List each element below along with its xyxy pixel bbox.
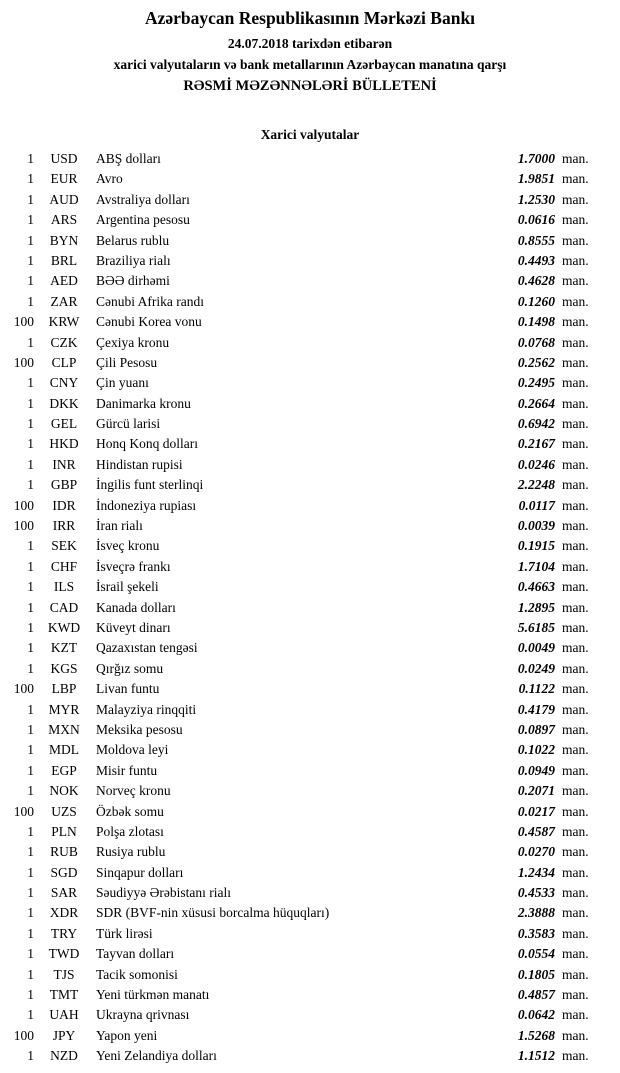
currency-name: Yapon yeni	[96, 1027, 158, 1043]
rate-row	[7, 251, 602, 271]
currency-code: GBP	[50, 477, 78, 493]
amount-cell: 1	[27, 660, 34, 676]
currency-name: Danimarka kronu	[96, 395, 191, 411]
currency-code: EGP	[51, 762, 77, 778]
currency-code: ARS	[50, 212, 78, 228]
rate-value: 0.0616	[517, 212, 555, 228]
currency-code: TMT	[49, 987, 79, 1003]
rate-value: 0.2167	[517, 436, 555, 452]
currency-name: Çexiya kronu	[96, 334, 170, 350]
unit-label: man.	[562, 742, 589, 758]
currency-code: EUR	[50, 171, 78, 187]
amount-cell: 1	[27, 762, 34, 778]
currency-name: Polşa zlotası	[96, 823, 164, 839]
rate-value: 1.9851	[517, 171, 555, 187]
unit-label: man.	[562, 558, 589, 574]
amount-cell: 100	[13, 803, 34, 819]
currency-name: Avstraliya dolları	[96, 191, 190, 207]
rate-value: 0.1022	[517, 742, 555, 758]
rate-value: 0.3583	[517, 925, 555, 941]
currency-code: SEK	[51, 538, 77, 554]
rate-row	[7, 985, 602, 1005]
rate-row	[7, 373, 602, 393]
currency-code: IRR	[52, 518, 76, 534]
unit-label: man.	[562, 416, 589, 432]
rate-value: 1.7104	[517, 558, 555, 574]
currency-code: KRW	[48, 314, 80, 330]
currency-name: Argentina pesosu	[96, 212, 190, 228]
currency-name: Qazaxıstan tengəsi	[96, 640, 198, 656]
rate-row	[7, 333, 602, 353]
unit-label: man.	[562, 762, 589, 778]
currency-code: CHF	[50, 558, 78, 574]
currency-name: Gürcü larisi	[96, 416, 161, 432]
unit-label: man.	[562, 599, 589, 615]
amount-cell: 1	[27, 334, 34, 350]
rate-row	[7, 842, 602, 862]
amount-cell: 1	[27, 273, 34, 289]
currency-name: Belarus rublu	[96, 232, 170, 248]
unit-label: man.	[562, 232, 589, 248]
currency-name: Cənubi Afrika randı	[96, 293, 204, 309]
currency-code: HKD	[49, 436, 79, 452]
unit-label: man.	[562, 171, 589, 187]
unit-label: man.	[562, 497, 589, 513]
rate-row	[7, 1046, 602, 1066]
unit-label: man.	[562, 375, 589, 391]
unit-label: man.	[562, 987, 589, 1003]
rate-row	[7, 761, 602, 781]
rate-row	[7, 312, 602, 332]
unit-label: man.	[562, 579, 589, 595]
currency-name: Rusiya rublu	[96, 844, 166, 860]
currency-code: DKK	[49, 395, 79, 411]
rate-row	[7, 536, 602, 556]
rate-value: 0.4533	[517, 885, 555, 901]
rate-value: 0.0217	[517, 803, 555, 819]
currency-name: Kanada dolları	[96, 599, 176, 615]
rate-value: 0.0897	[517, 721, 555, 737]
amount-cell: 1	[27, 151, 34, 166]
amount-cell: 1	[27, 1048, 34, 1064]
unit-label: man.	[562, 477, 589, 493]
currency-code: TWD	[48, 946, 80, 962]
currency-name: Çili Pesosu	[96, 354, 158, 370]
amount-cell: 1	[27, 395, 34, 411]
currency-name: Tayvan dolları	[96, 946, 175, 962]
unit-label: man.	[562, 354, 589, 370]
rate-value: 0.0768	[517, 334, 555, 350]
unit-label: man.	[562, 721, 589, 737]
currency-name: Çin yuanı	[96, 375, 149, 391]
currency-code: MDL	[49, 742, 79, 758]
currency-name: İndoneziya rupiası	[96, 497, 197, 513]
rate-row	[7, 271, 602, 291]
unit-label: man.	[562, 783, 589, 799]
rate-value: 2.3888	[517, 905, 555, 921]
rate-row	[7, 231, 602, 251]
amount-cell: 1	[27, 885, 34, 901]
currency-code: AUD	[49, 191, 79, 207]
unit-label: man.	[562, 905, 589, 921]
amount-cell: 1	[27, 538, 34, 554]
unit-label: man.	[562, 885, 589, 901]
unit-label: man.	[562, 1048, 589, 1064]
rate-row	[7, 965, 602, 985]
rate-row	[7, 781, 602, 801]
rate-row	[7, 577, 602, 597]
amount-cell: 100	[13, 518, 34, 534]
rate-value: 0.4493	[517, 252, 555, 268]
currency-name: Ukrayna qrivnası	[96, 1007, 190, 1023]
rate-row	[7, 169, 602, 189]
currency-code: CNY	[49, 375, 79, 391]
rate-value: 0.1915	[517, 538, 555, 554]
rate-row	[7, 679, 602, 699]
currency-name: Küveyt dinarı	[96, 619, 171, 635]
rate-value: 0.2664	[517, 395, 555, 411]
rate-row	[7, 149, 602, 169]
unit-label: man.	[562, 803, 589, 819]
rate-value: 5.6185	[517, 619, 555, 635]
amount-cell: 1	[27, 987, 34, 1003]
rate-value: 0.1805	[517, 966, 555, 982]
currency-code: IDR	[52, 497, 76, 513]
currency-code: BYN	[49, 232, 79, 248]
currency-name: Norveç kronu	[96, 783, 171, 799]
amount-cell: 1	[27, 966, 34, 982]
unit-label: man.	[562, 191, 589, 207]
amount-cell: 1	[27, 232, 34, 248]
rate-value: 1.2434	[517, 864, 555, 880]
currency-name: İsrail şekeli	[96, 579, 159, 595]
unit-label: man.	[562, 823, 589, 839]
amount-cell: 1	[27, 416, 34, 432]
currency-code: CZK	[50, 334, 78, 350]
currency-name: Malayziya rinqqiti	[96, 701, 197, 717]
currency-code: JPY	[52, 1027, 76, 1043]
unit-label: man.	[562, 619, 589, 635]
amount-cell: 1	[27, 1007, 34, 1023]
currency-code: XDR	[49, 905, 79, 921]
amount-cell: 1	[27, 619, 34, 635]
rate-value: 0.1260	[517, 293, 555, 309]
currency-code: ILS	[53, 579, 75, 595]
rate-value: 0.4857	[517, 987, 555, 1003]
rate-row	[7, 740, 602, 760]
rate-row	[7, 496, 602, 516]
rate-row	[7, 802, 602, 822]
currency-code: USD	[50, 151, 78, 166]
currency-name: Səudiyyə Ərəbistanı rialı	[96, 885, 231, 901]
currency-code: UAH	[49, 1007, 79, 1023]
rate-row	[7, 863, 602, 883]
bulletin-title: RƏSMİ MƏZƏNNƏLƏRİ BÜLLETENİ	[183, 78, 437, 94]
amount-cell: 1	[27, 436, 34, 452]
rate-value: 0.0554	[517, 946, 555, 962]
rate-value: 1.2895	[517, 599, 555, 615]
currency-code: SGD	[50, 864, 78, 880]
unit-label: man.	[562, 660, 589, 676]
currency-name: Yeni türkmən manatı	[96, 987, 210, 1003]
rate-value: 0.0039	[517, 518, 555, 534]
amount-cell: 1	[27, 212, 34, 228]
amount-cell: 1	[27, 191, 34, 207]
amount-cell: 1	[27, 640, 34, 656]
amount-cell: 1	[27, 783, 34, 799]
currency-code: UZS	[51, 803, 77, 819]
currency-code: RUB	[50, 844, 78, 860]
rate-value: 0.0642	[517, 1007, 555, 1023]
unit-label: man.	[562, 334, 589, 350]
rate-value: 2.2248	[517, 477, 555, 493]
currency-name: Avro	[96, 171, 123, 187]
currency-code: NOK	[49, 783, 79, 799]
rate-row	[7, 720, 602, 740]
rate-row	[7, 475, 602, 495]
currency-code: CAD	[49, 599, 79, 615]
date-line: 24.07.2018 tarixdən etibarən	[227, 36, 393, 51]
rate-row	[7, 822, 602, 842]
rate-row	[7, 353, 602, 373]
currency-code: ZAR	[50, 293, 78, 309]
amount-cell: 1	[27, 599, 34, 615]
rate-row	[7, 944, 602, 964]
unit-label: man.	[562, 273, 589, 289]
unit-label: man.	[562, 151, 589, 166]
amount-cell: 1	[27, 905, 34, 921]
currency-name: Livan funtu	[96, 681, 160, 697]
currency-name: Hindistan rupisi	[96, 456, 183, 472]
rate-row	[7, 557, 602, 577]
rate-row	[7, 210, 602, 230]
currency-name: Tacik somonisi	[96, 966, 178, 982]
amount-cell: 1	[27, 252, 34, 268]
currency-code: INR	[52, 456, 76, 472]
unit-label: man.	[562, 252, 589, 268]
currency-name: Misir funtu	[96, 762, 158, 778]
currency-code: MYR	[48, 701, 80, 717]
currency-code: PLN	[51, 823, 77, 839]
unit-label: man.	[562, 518, 589, 534]
currency-code: KGS	[50, 660, 78, 676]
unit-label: man.	[562, 925, 589, 941]
unit-label: man.	[562, 701, 589, 717]
rate-value: 1.7000	[517, 151, 555, 166]
rate-value: 1.5268	[517, 1027, 555, 1043]
amount-cell: 1	[27, 721, 34, 737]
rate-value: 0.6942	[517, 416, 555, 432]
rate-row	[7, 903, 602, 923]
unit-label: man.	[562, 844, 589, 860]
currency-name: BƏƏ dirhəmi	[96, 273, 170, 289]
currency-code: NZD	[50, 1048, 78, 1064]
rate-row	[7, 190, 602, 210]
unit-label: man.	[562, 681, 589, 697]
unit-label: man.	[562, 946, 589, 962]
currency-code: TRY	[50, 925, 78, 941]
rate-row	[7, 700, 602, 720]
rate-value: 0.4179	[517, 701, 555, 717]
rate-row	[7, 1005, 602, 1025]
unit-label: man.	[562, 212, 589, 228]
currency-code: CLP	[51, 354, 77, 370]
rate-value: 0.2495	[517, 375, 555, 391]
currency-name: SDR (BVF-nin xüsusi borcalma hüquqları)	[96, 905, 330, 921]
unit-label: man.	[562, 456, 589, 472]
amount-cell: 1	[27, 925, 34, 941]
rate-value: 0.2071	[517, 783, 555, 799]
amount-cell: 100	[13, 681, 34, 697]
currency-name: Meksika pesosu	[96, 721, 183, 737]
rate-value: 0.4663	[517, 579, 555, 595]
rate-value: 0.2562	[517, 354, 555, 370]
currency-name: Cənubi Korea vonu	[96, 314, 202, 330]
rate-value: 0.0049	[517, 640, 555, 656]
currency-name: Sinqapur dolları	[96, 864, 184, 880]
unit-label: man.	[562, 1007, 589, 1023]
amount-cell: 1	[27, 742, 34, 758]
unit-label: man.	[562, 1027, 589, 1043]
amount-cell: 1	[27, 864, 34, 880]
amount-cell: 1	[27, 579, 34, 595]
rate-value: 0.0249	[517, 660, 555, 676]
currency-name: İran rialı	[96, 518, 143, 534]
rate-value: 0.8555	[517, 232, 555, 248]
currency-name: Moldova leyi	[96, 742, 169, 758]
section-title: Xarici valyutalar	[260, 127, 360, 142]
rate-value: 0.4628	[517, 273, 555, 289]
currency-code: GEL	[50, 416, 78, 432]
currency-code: BRL	[50, 252, 78, 268]
rate-value: 0.1122	[518, 681, 555, 697]
rate-row	[7, 659, 602, 679]
currency-name: Türk lirəsi	[96, 925, 153, 941]
amount-cell: 1	[27, 823, 34, 839]
unit-label: man.	[562, 395, 589, 411]
unit-label: man.	[562, 966, 589, 982]
amount-cell: 1	[27, 946, 34, 962]
unit-label: man.	[562, 293, 589, 309]
currency-name: İsveç kronu	[96, 538, 160, 554]
currency-name: ABŞ dolları	[96, 151, 161, 166]
currency-code: KZT	[50, 640, 78, 656]
unit-label: man.	[562, 538, 589, 554]
currency-code: AED	[50, 273, 78, 289]
unit-label: man.	[562, 640, 589, 656]
rate-row	[7, 516, 602, 536]
currency-name: İngilis funt sterlinqi	[96, 477, 204, 493]
rate-row	[7, 598, 602, 618]
amount-cell: 1	[27, 477, 34, 493]
unit-label: man.	[562, 314, 589, 330]
currency-name: Özbək somu	[96, 803, 164, 819]
amount-cell: 100	[13, 354, 34, 370]
amount-cell: 100	[13, 1027, 34, 1043]
rate-row	[7, 434, 602, 454]
subtitle: xarici valyutaların və bank metallarının Azərbaycan manatına qarşı	[113, 57, 507, 72]
currency-code: KWD	[47, 619, 81, 635]
amount-cell: 1	[27, 293, 34, 309]
rate-row	[7, 455, 602, 475]
currency-code: SAR	[50, 885, 78, 901]
currency-code: MXN	[48, 721, 80, 737]
currency-name: Honq Konq dolları	[96, 436, 198, 452]
rate-row	[7, 883, 602, 903]
currency-name: Braziliya rialı	[96, 252, 171, 268]
rate-value: 0.0246	[517, 456, 555, 472]
currency-code: TJS	[53, 966, 75, 982]
amount-cell: 100	[13, 497, 34, 513]
amount-cell: 1	[27, 456, 34, 472]
currency-name: İsveçrə frankı	[96, 558, 171, 574]
rate-value: 0.0270	[517, 844, 555, 860]
rate-value: 0.1498	[517, 314, 555, 330]
rate-row	[7, 414, 602, 434]
currency-code: LBP	[51, 681, 77, 697]
rate-value: 1.1512	[517, 1048, 555, 1064]
amount-cell: 100	[13, 314, 34, 330]
rate-row	[7, 292, 602, 312]
rate-row	[7, 618, 602, 638]
rate-value: 0.0949	[517, 762, 555, 778]
amount-cell: 1	[27, 171, 34, 187]
rate-value: 1.2530	[517, 191, 555, 207]
amount-cell: 1	[27, 844, 34, 860]
unit-label: man.	[562, 436, 589, 452]
currency-name: Yeni Zelandiya dolları	[96, 1048, 217, 1064]
rate-row	[7, 638, 602, 658]
rate-row	[7, 394, 602, 414]
rate-value: 0.0117	[518, 497, 555, 513]
rate-row	[7, 924, 602, 944]
unit-label: man.	[562, 864, 589, 880]
amount-cell: 1	[27, 375, 34, 391]
amount-cell: 1	[27, 701, 34, 717]
amount-cell: 1	[27, 558, 34, 574]
currency-name: Qırğız somu	[96, 660, 164, 676]
rate-value: 0.4587	[517, 823, 555, 839]
page-title: Azərbaycan Respublikasının Mərkəzi Bankı	[144, 8, 476, 28]
rate-row	[7, 1026, 602, 1046]
rates-table	[0, 149, 620, 1067]
